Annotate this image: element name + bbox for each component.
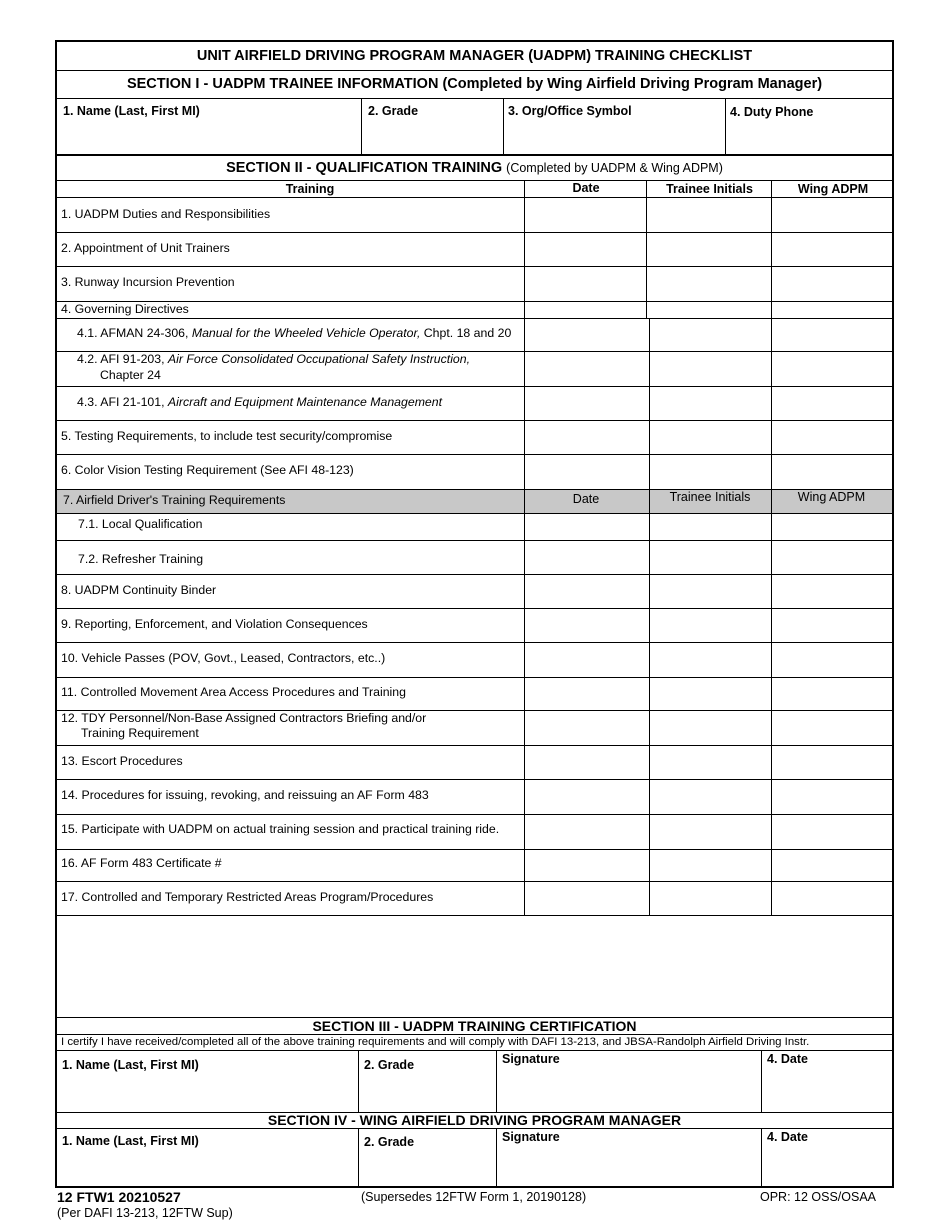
divider	[57, 154, 892, 156]
cert-date-label: 4. Date	[767, 1052, 808, 1066]
trainee-phone-field[interactable]	[726, 99, 891, 153]
cert-signature-field[interactable]	[497, 1051, 760, 1111]
wing-grade-field[interactable]	[359, 1129, 495, 1187]
wing-date-label: 4. Date	[767, 1130, 808, 1144]
section4-title: SECTION IV - WING AIRFIELD DRIVING PROGRAM MANAGER	[267, 1112, 682, 1128]
col-divider	[524, 318, 525, 915]
col-divider	[771, 180, 772, 318]
divider	[57, 180, 892, 181]
form-title: UNIT AIRFIELD DRIVING PROGRAM MANAGER (UADPM) TRAINING CHECKLIST	[196, 48, 753, 64]
training-item-12-line2: Training Requirement	[81, 726, 199, 740]
training-item-4-2-line2: Chapter 24	[100, 368, 161, 382]
col-divider	[771, 318, 772, 915]
divider	[57, 70, 892, 71]
col-divider	[646, 180, 647, 318]
col-wing-header: Wing ADPM	[797, 182, 869, 196]
training-item-5: 5. Testing Requirements, to include test security/compromise	[61, 429, 393, 443]
training-item-7-2: 7.2. Refresher Training	[78, 552, 204, 566]
col-training-header: Training	[285, 182, 335, 196]
section3-title: SECTION III - UADPM TRAINING CERTIFICATION	[312, 1018, 637, 1034]
row-divider	[57, 642, 892, 643]
training-item-4-2: 4.2. AFI 91-203, Air Force Consolidated Occupational Safety Instruction,	[77, 352, 471, 366]
trainee-org-field[interactable]	[504, 99, 724, 153]
training-item-12: 12. TDY Personnel/Non-Base Assigned Contractors Briefing and/or	[61, 711, 427, 725]
row-divider	[57, 454, 892, 455]
row-divider	[57, 540, 892, 541]
training-item-15: 15. Participate with UADPM on actual training session and practical training ride.	[61, 822, 500, 836]
training-item-17: 17. Controlled and Temporary Restricted Areas Program/Procedures	[61, 890, 434, 904]
divider	[57, 197, 892, 198]
training-item-4-1: 4.1. AFMAN 24-306, Manual for the Wheeled Vehicle Operator, Chpt. 18 and 20	[77, 326, 512, 340]
training-item-6: 6. Color Vision Testing Requirement (See AFI 48-123)	[61, 463, 354, 477]
wing-name-field[interactable]	[58, 1129, 357, 1187]
training-item-7: 7. Airfield Driver's Training Requirements	[63, 493, 286, 507]
row-divider	[57, 814, 892, 815]
cert-signature-label: Signature	[502, 1052, 560, 1066]
checklist-form	[55, 40, 894, 1188]
cert-name-field[interactable]	[58, 1051, 357, 1111]
row-divider	[57, 574, 892, 575]
col-divider	[649, 318, 650, 915]
row7-initials-header: Trainee Initials	[669, 490, 751, 504]
trainee-phone-label: 4. Duty Phone	[730, 105, 814, 119]
cert-grade-label: 2. Grade	[364, 1058, 415, 1072]
training-item-11: 11. Controlled Movement Area Access Procedures and Training	[61, 685, 406, 699]
row-divider	[57, 608, 892, 609]
col-initials-header: Trainee Initials	[666, 182, 753, 196]
row7-date-header: Date	[572, 492, 600, 506]
row-divider	[57, 779, 892, 780]
training-item-4-3: 4.3. AFI 21-101, Aircraft and Equipment Maintenance Management	[77, 395, 443, 409]
cert-date-field[interactable]	[762, 1051, 891, 1111]
trainee-org-label: 3. Org/Office Symbol	[508, 104, 632, 118]
trainee-grade-field[interactable]	[362, 99, 502, 153]
section1-title: SECTION I - UADPM TRAINEE INFORMATION (Completed by Wing Airfield Driving Program Manager)	[126, 76, 823, 92]
trainee-grade-label: 2. Grade	[368, 104, 419, 118]
row-divider	[57, 915, 892, 916]
wing-name-label: 1. Name (Last, First MI)	[62, 1134, 199, 1148]
training-item-9: 9. Reporting, Enforcement, and Violation Consequences	[61, 617, 368, 631]
row-divider	[57, 318, 892, 319]
form-id: 12 FTW1 20210527	[57, 1189, 181, 1205]
row-divider	[57, 677, 892, 678]
row-divider	[57, 386, 892, 387]
training-item-2: 2. Appointment of Unit Trainers	[61, 241, 230, 255]
wing-grade-label: 2. Grade	[364, 1135, 415, 1149]
certification-statement: I certify I have received/completed all of the above training requirements and will comply with DAFI 13-213, and JBSA-Randolph Airfield Driving Instr.	[61, 1036, 810, 1048]
row-divider	[57, 849, 892, 850]
trainee-name-label: 1. Name (Last, First MI)	[63, 104, 200, 118]
row-divider	[57, 745, 892, 746]
wing-signature-label: Signature	[502, 1130, 560, 1144]
row-divider	[57, 881, 892, 882]
row-divider	[57, 232, 892, 233]
row-divider	[57, 266, 892, 267]
row-divider	[57, 513, 892, 514]
wing-date-field[interactable]	[762, 1129, 891, 1187]
opr-note: OPR: 12 OSS/OSAA	[760, 1190, 877, 1204]
training-item-7-1: 7.1. Local Qualification	[78, 517, 203, 531]
training-item-4: 4. Governing Directives	[61, 302, 189, 316]
training-item-13: 13. Escort Procedures	[61, 754, 183, 768]
col-divider	[524, 180, 525, 318]
training-item-8: 8. UADPM Continuity Binder	[61, 583, 217, 597]
col-date-header: Date	[572, 181, 600, 195]
divider	[57, 1034, 892, 1035]
cert-name-label: 1. Name (Last, First MI)	[62, 1058, 199, 1072]
row-divider	[57, 420, 892, 421]
form-per-note: (Per DAFI 13-213, 12FTW Sup)	[57, 1206, 233, 1220]
training-item-10: 10. Vehicle Passes (POV, Govt., Leased, Contractors, etc..)	[61, 651, 386, 665]
wing-signature-field[interactable]	[497, 1129, 760, 1187]
training-item-16: 16. AF Form 483 Certificate #	[61, 856, 222, 870]
training-item-3: 3. Runway Incursion Prevention	[61, 275, 235, 289]
row7-wing-header: Wing ADPM	[797, 490, 866, 504]
section2-title: SECTION II - QUALIFICATION TRAINING (Completed by UADPM & Wing ADPM)	[226, 160, 723, 176]
training-item-14: 14. Procedures for issuing, revoking, and reissuing an AF Form 483	[61, 788, 429, 802]
training-item-1: 1. UADPM Duties and Responsibilities	[61, 207, 271, 221]
trainee-name-field[interactable]	[58, 99, 360, 153]
cert-grade-field[interactable]	[359, 1051, 495, 1111]
supersedes-note: (Supersedes 12FTW Form 1, 20190128)	[361, 1190, 587, 1204]
